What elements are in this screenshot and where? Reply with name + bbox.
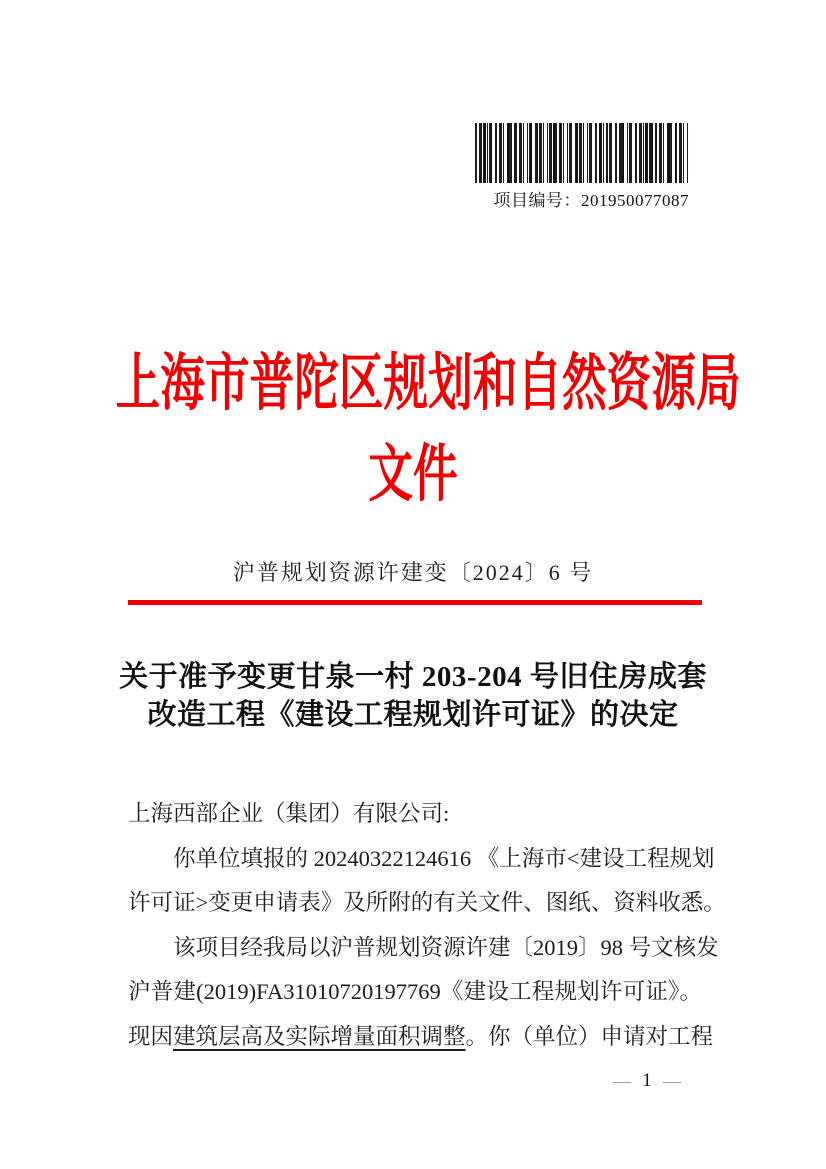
project-number-caption: 项目编号：201950077087 xyxy=(493,191,689,210)
agency-masthead xyxy=(0,346,826,513)
salutation: 上海西部企业（集团）有限公司: xyxy=(128,801,450,826)
body-line-3: 该项目经我局以沪普规划资源许建〔2019〕98 号文核发 xyxy=(173,934,719,960)
document-number: 沪普规划资源许建变〔2024〕6 号 xyxy=(232,560,594,585)
page-number-value: 1 xyxy=(642,1070,652,1091)
body-line-5 xyxy=(128,1015,714,1060)
decision-title xyxy=(0,658,826,734)
decision-title-line1: 关于准予变更甘泉一村 203-204 号旧住房成套 xyxy=(119,661,707,693)
body-line-5-pre: 现因 xyxy=(128,1023,174,1049)
body-line-4: 沪普建(2019)FA31010720197769《建设工程规划许可证》。 xyxy=(128,979,702,1004)
body-line-1: 你单位填报的 20240322124616 《上海市<建设工程规划 xyxy=(173,845,715,871)
body-line-2: 许可证>变更申请表》及所附的有关文件、图纸、资料收悉。 xyxy=(128,890,726,915)
barcode-icon xyxy=(475,123,689,183)
document-type-label: 文件 xyxy=(368,441,458,509)
red-divider xyxy=(128,600,702,605)
page-number xyxy=(613,1070,681,1092)
page-number-dash-right: — xyxy=(663,1071,681,1091)
agency-name: 上海市普陀区规划和自然资源局 xyxy=(115,350,741,418)
page-number-dash-left: — xyxy=(613,1071,631,1091)
decision-title-line2: 改造工程《建设工程规划许可证》的决定 xyxy=(147,699,679,731)
body-text xyxy=(128,792,726,1059)
project-barcode-block xyxy=(475,123,689,211)
body-line-5-post: 。你（单位）申请对工程 xyxy=(465,1023,714,1049)
underlined-clause: 建筑层高及实际增量面积调整 xyxy=(173,1023,466,1049)
